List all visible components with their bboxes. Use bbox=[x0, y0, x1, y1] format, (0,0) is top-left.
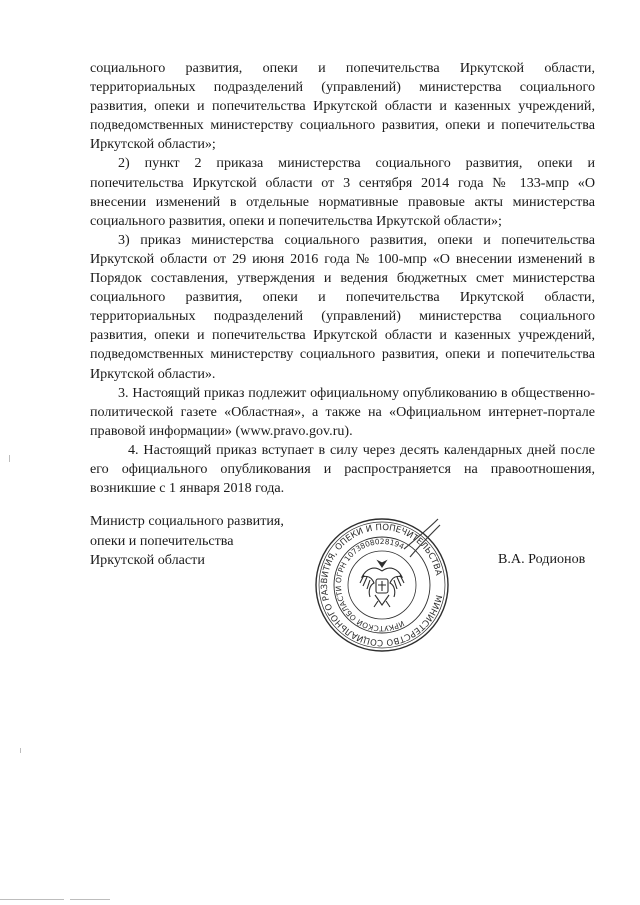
scan-margin-mark bbox=[0, 899, 64, 900]
paragraph-item-2: 2) пункт 2 приказа министерства социального развития, опеки и попечительства Иркутской области от 3 сентября 2014 года № 133-мпр «О внесении изменений в отдельные нормативные правовые акты министерства социального развития, опеки и попечительства Иркутской области»; bbox=[90, 155, 595, 229]
signer-name: В.А. Родионов bbox=[498, 551, 586, 567]
signature-position-line: Иркутской области bbox=[90, 552, 205, 568]
eagle-emblem-icon bbox=[360, 561, 404, 607]
scan-margin-mark bbox=[70, 899, 110, 900]
paragraph-clause-4: 4. Настоящий приказ вступает в силу через десять календарных дней после его официального опубликования и распространяется на правоотношения, возникшие с 1 января 2018 года. bbox=[90, 441, 595, 497]
paragraph-item-3: 3) приказ министерства социального развития, опеки и попечительства Иркутской области от 29 июня 2016 года № 100-мпр «О внесении изменений в Порядок составления, утверждения и ведения бюджетных смет министерства социального развития, опеки и попечительства Иркутской области, территориальных подразделений (управлений) министерства социального развития, опеки и попечительства Иркутской области и казенных учреждений, подведомственных министерству социального развития, опеки и попечительства Иркутской области». bbox=[90, 231, 595, 382]
document-body bbox=[90, 59, 595, 498]
signature-position-line: Министр социального развития, bbox=[90, 513, 284, 529]
paragraph-continuation: социального развития, опеки и попечительства Иркутской области, территориальных подразделений (управлений) министерства социального развития, опеки и попечительства Иркутской области и казенных учреждений, подведомственных министерству социального развития, опеки и попечительства Иркутской области»; bbox=[90, 60, 595, 153]
paragraph-clause-3: 3. Настоящий приказ подлежит официальному опубликованию в общественно-политической газете «Областная», а также на «Официальном интернет-портале правовой информации» (www.pravo.gov.ru). bbox=[90, 384, 595, 439]
scan-margin-mark bbox=[9, 455, 10, 462]
seal-inner-text: ИРКУТСКОЙ ОБЛАСТИ ОГРН 1073808028194 bbox=[333, 536, 406, 634]
signature-position-line: опеки и попечительства bbox=[90, 532, 234, 549]
official-seal bbox=[312, 515, 452, 655]
scan-margin-mark bbox=[20, 748, 21, 753]
signature-position bbox=[90, 512, 320, 571]
seal-outer-text: МИНИСТЕРСТВО СОЦИАЛЬНОГО РАЗВИТИЯ, ОПЕКИ И ПОПЕЧИТЕЛЬСТВА bbox=[319, 522, 444, 648]
